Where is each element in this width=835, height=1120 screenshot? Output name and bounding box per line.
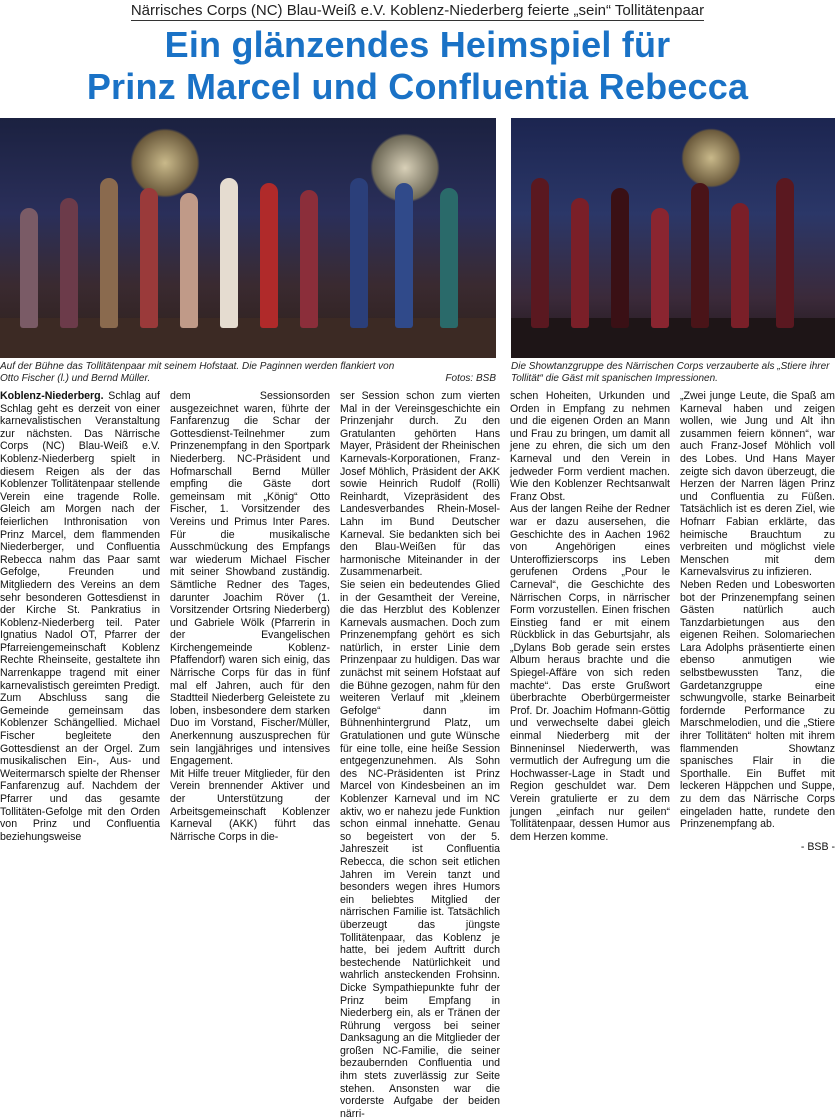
photo-caption-2	[511, 361, 835, 385]
photo-show-dance	[511, 118, 835, 358]
headline	[0, 24, 835, 108]
column-3	[340, 390, 500, 1120]
paragraph: Sie seien ein bedeutendes Glied in der Gesamtheit der Vereine, die das Herzblut des Koblenzer Karnevals ausmachen. Doch zum Prinzenempfang gehört es sich natürlich, in erster Linie dem Prinzenpaar zu huldigen. Das war zunächst mit seinem Hofstaat auf die Bühne gezogen, nahm für den weiteren Verlauf mit „kleinem Gefolge“ dann im Bühnenhintergrund Platz, um Gratulationen und gute Wünsche für eine tolle, eine heiße Session entgegenzunehmen. Als Sohn des NC-Präsidenten ist Prinz Marcel von Kindesbeinen an im Koblenzer Karneval und im NC aktiv, wo er nahezu jede Funktion schon einmal innehatte. Genau so begeistert von der 5. Jahreszeit ist Confluentia Rebecca, die schon seit etlichen Jahren im Verein tanzt und besonders wegen ihres Humors ein beliebtes Mitglied der närrischen Familie ist. Tatsächlich überzeugt das jüngste Tollitätenpaar, das Koblenz je hatte, bei jedem Auftritt durch bestechende Natürlichkeit und wahrlich ansteckenden Frohsinn. Dicke Sympathiepunkte fuhr der Prinz beim Empfang in Niederberg ein, als er Tränen der Rührung vergoss bei seiner Danksagung an die Mitglieder der großen NC-Familie, die seiner bezaubernden Confluentia und ihm stets zuverlässig zur Seite stehen. Ansonsten war die vorderste Aufgabe der beiden närri-	[340, 578, 500, 1120]
photo-credit: Fotos: BSB	[445, 373, 496, 384]
column-4	[510, 390, 670, 843]
club-emblem-2	[681, 128, 741, 188]
column-1	[0, 390, 160, 843]
photo-caption-1	[0, 361, 496, 385]
headline-line-1: Ein glänzendes Heimspiel für	[164, 24, 671, 65]
paragraph: dem Sessionsorden ausgezeichnet waren, führte der Fanfarenzug die Schar der Gottesdienst-Teilnehmer zum Prinzenempfang in den Sportpark Niederberg. NC-Präsident und Hofmarschall Bernd Müller empfing die Gäste dort gemeinsam mit „König“ Otto Fischer, 1. Vorsitzender des Vereins und Primus Inter Pares. Für die musikalische Ausschmückung des Empfangs war wiederum Michael Fischer mit seiner Showband zuständig. Sämtliche Redner des Tages, darunter Joachim Röver (1. Vorsitzender Ortsring Niederberg) und Gabriele Wölk (Pfarrerin in der Evangelischen Kirchengemeinde Koblenz-Pfaffendorf) waren sich einig, das Närrische Corps für das in fünf mal elf Jahren, auch für den Stadtteil Niederberg Geleistete zu loben, insbesondere dem starken Duo im Vorstand, Fischer/Müller, Anerkennung auszusprechen für sein langjähriges und intensives Engagement.	[170, 390, 330, 768]
paragraph: Mit Hilfe treuer Mitglieder, für den Verein brennender Aktiver und der Unterstützung der Arbeitsgemeinschaft Koblenzer Karneval (AKK) führt das Närrische Corps in die-	[170, 767, 330, 843]
headline-line-2: Prinz Marcel und Confluentia Rebecca	[86, 66, 749, 107]
photo-stage-group	[0, 118, 496, 358]
dateline: Koblenz-Niederberg.	[0, 390, 104, 402]
kicker: Närrisches Corps (NC) Blau-Weiß e.V. Koblenz-Niederberg feierte „sein“ Tollitätenpaar	[130, 2, 705, 19]
paragraph: Neben Reden und Lobesworten bot der Prinzenempfang seinen Gästen natürlich auch Tanzdarbietungen aus den eigenen Reihen. Solomariechen Lara Adolphs präsentierte einen ebenso anmutigen wie selbstbewussten Tanz, die Gardetanzgruppe eine schwungvolle, starke Beinarbeit fordernde Performance zu Marschmelodien, und die „Stiere ihrer Tollitäten“ holten mit ihrem flammenden Showtanz spanisches Flair in die Sporthalle. Ein Buffet mit leckeren Häppchen und Suppe, zu dem das Närrische Corps eingeladen hatte, rundete den Prinzenempfang ab.	[680, 578, 835, 831]
column-2	[170, 390, 330, 843]
paragraph: Aus der langen Reihe der Redner war er dazu ausersehen, die Geschichte des in Aachen 1962 von Angehörigen eines Unteroffizierscorps ins Leben gerufenen Ordens „Pour le Carneval“, die Geschichte des Närrischen Corps, in närrischer Form vorzustellen. Einen frischen Einstieg fand er mit einem Rückblick in das Geburtsjahr, als „Dylans Bob gerade sein erstes Album heraus brachte und die Spiegel-Affäre von sich reden machte“. Das erste Grußwort überbrachte Oberbürgermeister Prof. Dr. Joachim Hofmann-Göttig und verwechselte dabei gleich einmal Niederberg mit der Binneninsel Niederwerth, was vermutlich der Aufregung um die Hochwasser-Lage in Stadt und Region geschuldet war. Dem Verein gratulierte er zu dem jungen „einfach nur geilen“ Tollitätenpaar, dessen Humor aus dem Herzen komme.	[510, 503, 670, 843]
paragraph: Schlag auf Schlag geht es derzeit von einer karnevalistischen Veranstaltung zur nächsten. Das Närrische Corps (NC) Blau-Weiß e.V. Koblenz-Niederberg spielt in diesem Reigen als der das Koblenzer Tollitätenpaar stellende Verein eine tragende Rolle. Gleich am Morgen nach der feierlichen Inthronisation von Prinz Marcel, dem flammenden Niederberger, und Confluentia Rebecca nahm das Paar samt Gefolge, Freunden und Mitgliedern des Vereins an dem sehr besonderen Gottesdienst in der Kirche St. Pankratius in Koblenz-Niederberg teil. Pater Ignatius Nadol OT, Pfarrer der Pfarreiengemeinschaft Koblenz Rechte Rheinseite, gestaltete ihn Narrenkappe tragend mit einer karnevalistisch gereimten Predigt. Zum Abschluss sang die Gemeinde gemeinsam das Koblenzer Schängellied. Michael Fischer begleitete den Gottesdienst an der Orgel. Zum musikalischen Ein-, Aus- und Weitermarsch spielte der Rhenser Fanfarenzug auf. Nachdem der Pfarrer und das gesamte Tollitäten-Gefolge mit den Orden von Prinz und Confluentia beziehungsweise	[0, 390, 160, 843]
author-signature: - BSB -	[800, 840, 835, 853]
column-5	[680, 390, 835, 853]
caption-text: Auf der Bühne das Tollitätenpaar mit seinem Hofstaat. Die Paginnen werden flankiert von Otto Fischer (l.) und Bernd Müller.	[0, 361, 395, 384]
paragraph: „Zwei junge Leute, die Spaß am Karneval haben und zeigen wollen, wie Jung und Alt ihn zusammen feiern können“, war auch Franz-Josef Möhlich voll des Lobes. Und Hans Mayer zeigte sich davon überzeugt, die Herzen der Narren lägen Prinz und Confluentia zu Füßen. Tatsächlich ist es deren Ziel, wie Hofnarr Fabian erklärte, das heimische Brauchtum zu verbreiten und möglichst viele Menschen mit dem Karnevalsvirus zu infizieren.	[680, 390, 835, 579]
paragraph: ser Session schon zum vierten Mal in der Vereinsgeschichte ein Prinzenjahr durch. Zu den Gratulanten gehörten Hans Mayer, Präsident der Rheinischen Karnevals-Korporationen, Franz-Josef Möhlich, Präsident der AKK sowie Heinrich Rudolf (Rolli) Reinhardt, Vizepräsident des Landesverbandes Rhein-Mosel-Lahn im Bund Deutscher Karneval. Sie bedankten sich bei den Blau-Weißen für das harmonische Miteinander in der Zusammenarbeit.	[340, 390, 500, 579]
paragraph: schen Hoheiten, Urkunden und Orden in Empfang zu nehmen und die eigenen Orden an Mann und Frau zu bringen, um damit all jene zu ehren, die sich um den Karneval und den Verein in jedweder Form verdient machen. Wie den Koblenzer Rechtsanwalt Franz Obst.	[510, 390, 670, 503]
caption-text: Die Showtanzgruppe des Närrischen Corps verzauberte als „Stiere ihrer Tollität“ die Gäst mit spanischen Impressionen.	[511, 361, 830, 384]
club-emblem	[130, 128, 200, 198]
